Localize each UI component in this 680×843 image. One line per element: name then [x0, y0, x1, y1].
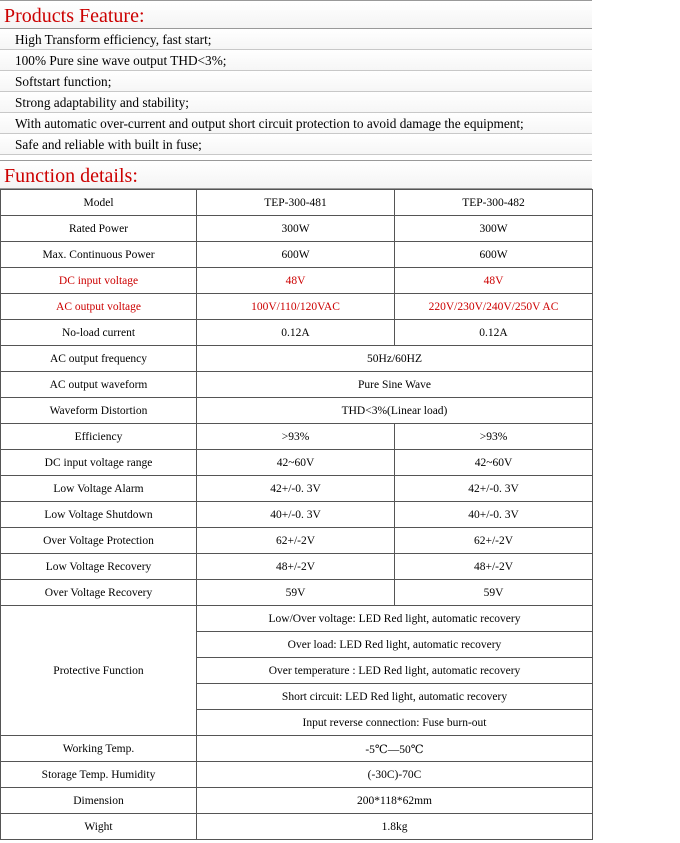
model-2-value: 300W	[395, 216, 593, 242]
model-2-value: 42+/-0. 3V	[395, 476, 593, 502]
protective-item: Over load: LED Red light, automatic recovery	[197, 632, 593, 658]
table-row	[1, 814, 593, 840]
table-row	[1, 554, 593, 580]
protective-item: Over temperature : LED Red light, automatic recovery	[197, 658, 593, 684]
table-row	[1, 216, 593, 242]
model-2-value: >93%	[395, 424, 593, 450]
table-row	[1, 190, 593, 216]
products-feature-title: Products Feature:	[0, 0, 592, 29]
row-label: Working Temp.	[1, 736, 197, 762]
row-label: Waveform Distortion	[1, 398, 197, 424]
feature-item: Softstart function;	[0, 71, 592, 92]
row-label: Max. Continuous Power	[1, 242, 197, 268]
table-row	[1, 294, 593, 320]
feature-list	[0, 29, 592, 155]
shared-value: -5℃—50℃	[197, 736, 593, 762]
function-details-title: Function details:	[0, 160, 592, 189]
shared-value: (-30C)-70C	[197, 762, 593, 788]
feature-item: 100% Pure sine wave output THD<3%;	[0, 50, 592, 71]
model-2-value: 220V/230V/240V/250V AC	[395, 294, 593, 320]
shared-value: 200*118*62mm	[197, 788, 593, 814]
model-2-value: 62+/-2V	[395, 528, 593, 554]
row-label: Low Voltage Shutdown	[1, 502, 197, 528]
model-2-value: 48V	[395, 268, 593, 294]
row-label: Over Voltage Recovery	[1, 580, 197, 606]
protective-item: Input reverse connection: Fuse burn-out	[197, 710, 593, 736]
model-1-value: 48V	[197, 268, 395, 294]
feature-item: High Transform efficiency, fast start;	[0, 29, 592, 50]
model-2-header: TEP-300-482	[395, 190, 593, 216]
model-1-value: 300W	[197, 216, 395, 242]
row-label: Over Voltage Protection	[1, 528, 197, 554]
row-label: Storage Temp. Humidity	[1, 762, 197, 788]
model-2-value: 59V	[395, 580, 593, 606]
shared-value: Pure Sine Wave	[197, 372, 593, 398]
protective-item: Low/Over voltage: LED Red light, automatic recovery	[197, 606, 593, 632]
protective-item: Short circuit: LED Red light, automatic recovery	[197, 684, 593, 710]
shared-value: 1.8kg	[197, 814, 593, 840]
table-row	[1, 320, 593, 346]
model-2-value: 600W	[395, 242, 593, 268]
model-1-value: 100V/110/120VAC	[197, 294, 395, 320]
row-label: DC input voltage	[1, 268, 197, 294]
table-row	[1, 580, 593, 606]
model-1-value: 40+/-0. 3V	[197, 502, 395, 528]
protective-function-label: Protective Function	[1, 606, 197, 736]
table-row	[1, 346, 593, 372]
row-label: No-load current	[1, 320, 197, 346]
model-1-value: 48+/-2V	[197, 554, 395, 580]
row-label: Low Voltage Alarm	[1, 476, 197, 502]
model-1-value: 62+/-2V	[197, 528, 395, 554]
model-1-value: 0.12A	[197, 320, 395, 346]
row-label: AC output frequency	[1, 346, 197, 372]
model-2-value: 40+/-0. 3V	[395, 502, 593, 528]
shared-value: 50Hz/60HZ	[197, 346, 593, 372]
feature-item: Strong adaptability and stability;	[0, 92, 592, 113]
table-row	[1, 606, 593, 632]
row-label: Rated Power	[1, 216, 197, 242]
model-1-value: 42~60V	[197, 450, 395, 476]
feature-item: With automatic over-current and output short circuit protection to avoid damage the equipment;	[0, 113, 592, 134]
model-1-header: TEP-300-481	[197, 190, 395, 216]
table-row	[1, 268, 593, 294]
row-label: DC input voltage range	[1, 450, 197, 476]
model-2-value: 42~60V	[395, 450, 593, 476]
row-label: Wight	[1, 814, 197, 840]
row-label: Dimension	[1, 788, 197, 814]
row-label: AC output waveform	[1, 372, 197, 398]
table-row	[1, 450, 593, 476]
model-1-value: 600W	[197, 242, 395, 268]
spec-table	[0, 189, 593, 840]
table-row	[1, 424, 593, 450]
model-1-value: 59V	[197, 580, 395, 606]
feature-item: Safe and reliable with built in fuse;	[0, 134, 592, 155]
table-row	[1, 372, 593, 398]
table-row	[1, 528, 593, 554]
table-row	[1, 762, 593, 788]
table-row	[1, 398, 593, 424]
row-label: Low Voltage Recovery	[1, 554, 197, 580]
model-2-value: 0.12A	[395, 320, 593, 346]
row-label: Efficiency	[1, 424, 197, 450]
row-label: Model	[1, 190, 197, 216]
table-row	[1, 502, 593, 528]
model-1-value: 42+/-0. 3V	[197, 476, 395, 502]
model-2-value: 48+/-2V	[395, 554, 593, 580]
table-row	[1, 242, 593, 268]
table-row	[1, 788, 593, 814]
table-row	[1, 736, 593, 762]
table-row	[1, 476, 593, 502]
shared-value: THD<3%(Linear load)	[197, 398, 593, 424]
model-1-value: >93%	[197, 424, 395, 450]
row-label: AC output voltage	[1, 294, 197, 320]
